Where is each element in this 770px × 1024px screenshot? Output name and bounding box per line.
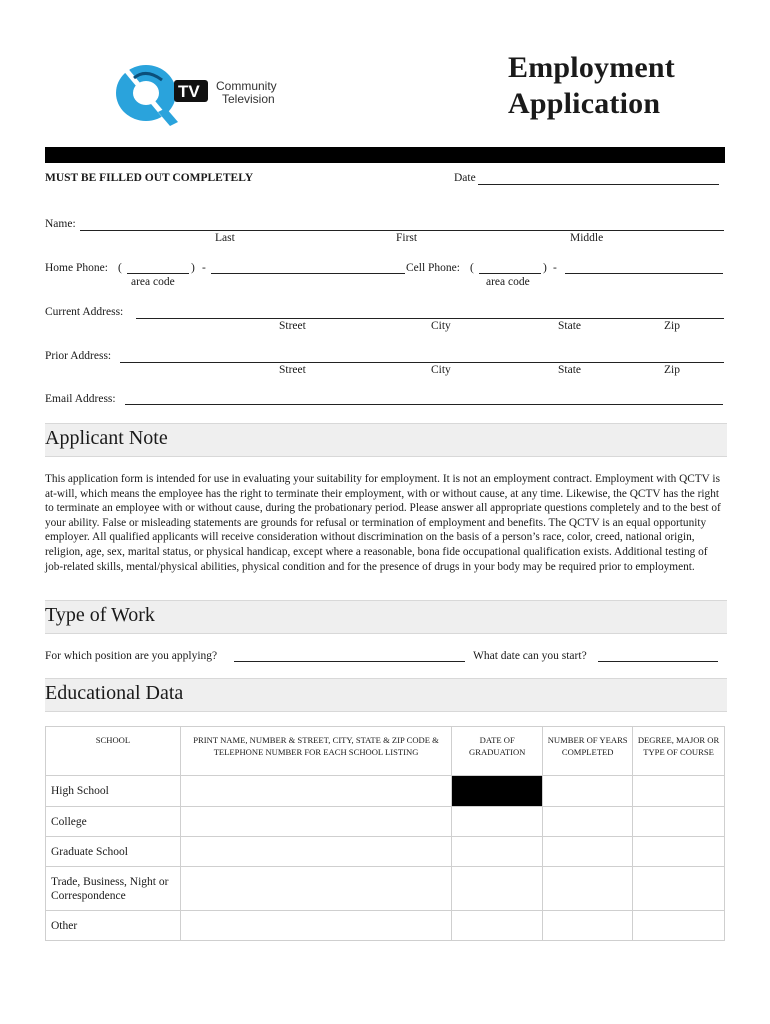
type-of-work-heading: Type of Work — [45, 604, 155, 626]
type-of-work-band — [45, 600, 727, 634]
qctv-logo-mark — [112, 60, 312, 130]
start-date-field[interactable] — [598, 661, 718, 662]
header-graduation-date: DATE OF GRADUATION — [452, 727, 543, 776]
name-first-caption: First — [396, 232, 418, 244]
trade-degree-cell[interactable] — [633, 867, 725, 911]
prior-state-caption: State — [558, 364, 581, 376]
other-degree-cell[interactable] — [633, 911, 725, 941]
row-label-high-school: High School — [46, 776, 181, 807]
qctv-logo — [112, 60, 312, 130]
title-line-1: Employment — [508, 51, 675, 84]
education-table-header-row — [46, 727, 725, 776]
home-phone-area-code-field[interactable] — [127, 273, 189, 274]
high-school-degree-cell[interactable] — [633, 776, 725, 807]
educational-data-band — [45, 678, 727, 712]
name-last-caption: Last — [215, 232, 235, 244]
cell-phone-dash: - — [553, 262, 557, 274]
other-years-cell[interactable] — [543, 911, 633, 941]
high-school-years-cell[interactable] — [543, 776, 633, 807]
current-city-caption: City — [431, 320, 451, 332]
prior-street-caption: Street — [279, 364, 306, 376]
graduate-address-cell[interactable] — [180, 837, 451, 867]
cell-area-code-caption: area code — [486, 276, 530, 288]
college-degree-cell[interactable] — [633, 807, 725, 837]
header-school: SCHOOL — [46, 727, 181, 776]
cell-phone-area-code-field[interactable] — [479, 273, 541, 274]
trade-graduation-cell[interactable] — [452, 867, 543, 911]
name-middle-caption: Middle — [570, 232, 604, 244]
current-address-label: Current Address: — [45, 306, 124, 318]
cell-phone-close-paren: ) — [543, 262, 547, 274]
high-school-address-cell[interactable] — [180, 776, 451, 807]
email-field[interactable] — [125, 404, 723, 405]
table-row — [46, 776, 725, 807]
table-row — [46, 807, 725, 837]
header-degree: DEGREE, MAJOR OR TYPE OF COURSE — [633, 727, 725, 776]
high-school-graduation-cell-blacked — [452, 776, 543, 807]
home-phone-open-paren: ( — [118, 262, 122, 274]
college-graduation-cell[interactable] — [452, 807, 543, 837]
applicant-note-heading: Applicant Note — [45, 427, 168, 449]
position-question: For which position are you applying? — [45, 650, 218, 662]
logo-text-television: Television — [222, 92, 275, 106]
row-label-trade: Trade, Business, Night or Correspondence — [46, 867, 181, 911]
home-phone-dash: - — [202, 262, 206, 274]
position-field[interactable] — [234, 661, 465, 662]
prior-zip-caption: Zip — [664, 364, 680, 376]
cell-phone-label: Cell Phone: — [406, 262, 460, 274]
graduate-years-cell[interactable] — [543, 837, 633, 867]
college-address-cell[interactable] — [180, 807, 451, 837]
home-phone-number-field[interactable] — [211, 273, 405, 274]
name-label: Name: — [45, 218, 76, 230]
cell-phone-number-field[interactable] — [565, 273, 723, 274]
current-address-field[interactable] — [136, 318, 724, 319]
start-date-question: What date can you start? — [473, 650, 587, 662]
graduate-degree-cell[interactable] — [633, 837, 725, 867]
svg-text:TV: TV — [178, 82, 200, 101]
applicant-note-text: This application form is intended for use in evaluating your suitability for employment. It is not an employment contract. Employment with QCTV is at-will, which means the employee has the right to terminate their employment, with or without cause, at any time. Likewise, the QCTV has the right to terminate an employee with or without cause, during the probationary period. Please answer all appropriate questions completely and to the best of your ability. False or misleading statements are grounds for refusal or termination of employment and benefits. The QCTV is an equal opportunity employer. All qualified applicants will receive consideration without discrimination on the basis of a person’s race, color, creed, national origin, religion, age, sex, marital status, or physical handicap, except where a reasonable, bona fide occupational qualification exists. Additional testing of job-related skills, mental/physical abilities, physical condition and for the presence of drugs in your body may be required prior to employment. — [45, 473, 721, 573]
header-school-address: PRINT NAME, NUMBER & STREET, CITY, STATE & ZIP CODE & TELEPHONE NUMBER FOR EACH SCHOOL LISTING — [180, 727, 451, 776]
cell-phone-open-paren: ( — [470, 262, 474, 274]
title-line-2: Application — [508, 87, 661, 120]
home-phone-close-paren: ) — [191, 262, 195, 274]
prior-city-caption: City — [431, 364, 451, 376]
prior-address-field[interactable] — [120, 362, 724, 363]
home-area-code-caption: area code — [131, 276, 175, 288]
logo-text-community: Community — [216, 79, 277, 93]
table-row — [46, 837, 725, 867]
trade-address-cell[interactable] — [180, 867, 451, 911]
row-label-other: Other — [46, 911, 181, 941]
current-zip-caption: Zip — [664, 320, 680, 332]
date-label: Date — [454, 172, 476, 184]
email-label: Email Address: — [45, 393, 116, 405]
other-address-cell[interactable] — [180, 911, 451, 941]
prior-address-label: Prior Address: — [45, 350, 112, 362]
educational-data-heading: Educational Data — [45, 682, 184, 704]
graduate-graduation-cell[interactable] — [452, 837, 543, 867]
home-phone-label: Home Phone: — [45, 262, 108, 274]
header-years-completed: NUMBER OF YEARS COMPLETED — [543, 727, 633, 776]
college-years-cell[interactable] — [543, 807, 633, 837]
trade-years-cell[interactable] — [543, 867, 633, 911]
date-field[interactable] — [478, 184, 719, 185]
row-label-college: College — [46, 807, 181, 837]
other-graduation-cell[interactable] — [452, 911, 543, 941]
table-row — [46, 911, 725, 941]
must-fill-notice: MUST BE FILLED OUT COMPLETELY — [45, 172, 254, 184]
current-state-caption: State — [558, 320, 581, 332]
page-title — [508, 50, 675, 122]
current-street-caption: Street — [279, 320, 306, 332]
row-label-graduate-school: Graduate School — [46, 837, 181, 867]
applicant-note-band — [45, 423, 727, 457]
table-row — [46, 867, 725, 911]
name-field[interactable] — [80, 230, 724, 231]
header-divider-bar — [45, 147, 725, 163]
education-table — [45, 726, 725, 941]
